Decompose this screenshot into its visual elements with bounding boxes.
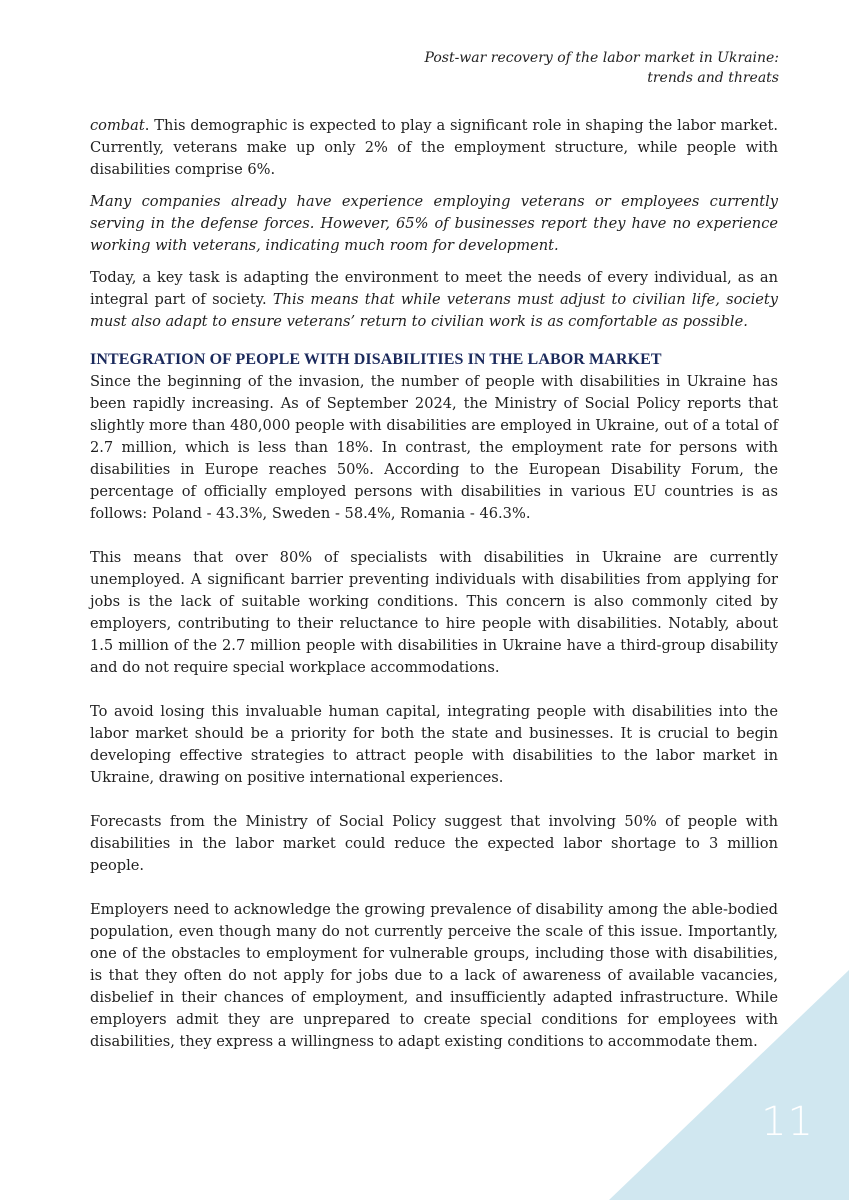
paragraph-disability-statistics: Since the beginning of the invasion, the number of people with disabilities in Ukraine has been rapidly increasing. As of September 2024, the Ministry of Social Policy reports that slightly more than 480,000 people with disabilities are employed in Ukraine, out of a total of 2.7 million, which is less than 18%. In contrast, the employment rate for persons with disabilities in Europe reaches 50%. According to the European Disability Forum, the percentage of officially employed persons with disabilities in various EU countries is as follows: Poland - 43.3%, Sweden - 58.4%, Romania - 46.3%.: [90, 373, 778, 522]
header-title-line-2: trends and threats: [647, 70, 779, 86]
main-content: [90, 115, 778, 1063]
section-heading: INTEGRATION OF PEOPLE WITH DISABILITIES IN THE LABOR MARKET: [90, 351, 662, 368]
paragraph-companies-experience: Many companies already have experience employing veterans or employees currently serving in the defense forces. However, 65% of businesses report they have no experience working with veterans, indicating much room for development.: [90, 193, 778, 254]
running-header: [424, 48, 779, 88]
page-number: 11: [761, 1099, 814, 1145]
paragraph-text: Today, a key task is adapting the environment to meet the needs of every individual, as an integral part of society.: [90, 269, 778, 308]
paragraph-employers: Employers need to acknowledge the growing prevalence of disability among the able-bodied population, even though many do not currently perceive the scale of this issue. Importantly, one of the obstacles to employment for vulnerable groups, including those with disabilities, is that they often do not apply for jobs due to a lack of awareness of available vacancies, disbelief in their chances of employment, and insufficiently adapted infrastructure. While employers admit they are unprepared to create special conditions for employees with disabilities, they express a willingness to adapt existing conditions to accommodate them.: [90, 901, 778, 1050]
paragraph-veterans-demographic: [90, 115, 778, 181]
paragraph-adapting-environment: [90, 267, 778, 333]
paragraph-unemployment: This means that over 80% of specialists with disabilities in Ukraine are currently unemployed. A significant barrier preventing individuals with disabilities from applying for jobs is the lack of suitable working conditions. This concern is also commonly cited by employers, contributing to their reluctance to hire people with disabilities. Notably, about 1.5 million of the 2.7 million people with disabilities in Ukraine have a third-group disability and do not require special workplace accommodations.: [90, 549, 778, 676]
paragraph-text: . This demographic is expected to play a significant role in shaping the labor market. Currently, veterans make up only 2% of the employment structure, while people with disabilities comprise 6%.: [90, 117, 778, 178]
paragraph-italic-text: This means that while veterans must adjust to civilian life, society must also adapt to ensure veterans’ return to civilian work is as comfortable as possible.: [90, 291, 778, 330]
header-title-line-1: Post-war recovery of the labor market in Ukraine:: [424, 50, 779, 66]
italic-lead-word: combat: [90, 117, 145, 134]
corner-decoration-triangle: [609, 970, 849, 1200]
paragraph-human-capital: To avoid losing this invaluable human capital, integrating people with disabilities into the labor market should be a priority for both the state and businesses. It is crucial to begin developing effective strategies to attract people with disabilities to the labor market in Ukraine, drawing on positive international experiences.: [90, 703, 778, 786]
paragraph-forecasts: Forecasts from the Ministry of Social Policy suggest that involving 50% of people with disabilities in the labor market could reduce the expected labor shortage to 3 million people.: [90, 813, 778, 874]
